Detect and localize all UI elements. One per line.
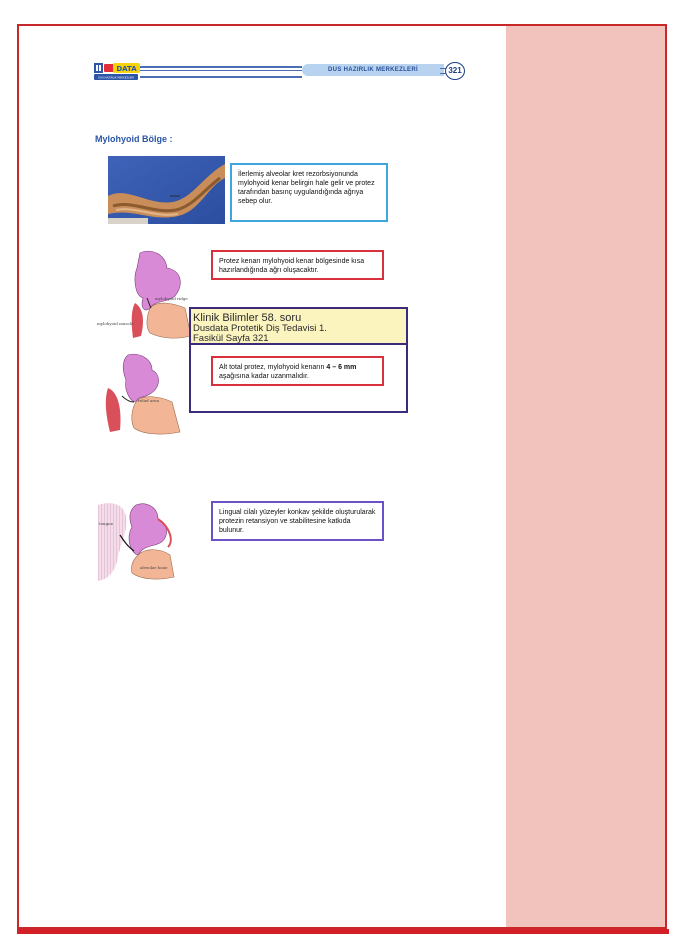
label-alveolar-bone: alveolar bone [140, 565, 168, 570]
note-extension-depth-post: aşağısına kadar uzanmalıdır. [219, 373, 309, 380]
label-mylohyoid-muscle: mylohyoid muscle [97, 321, 134, 326]
label-mylohyoid-ridge: mylohyoid ridge [155, 296, 188, 301]
diagram-lingual-surface [98, 497, 178, 582]
clinical-photo [108, 156, 225, 224]
header-banner: DUS HAZIRLIK MERKEZLERİ [302, 64, 444, 76]
diagram-mylohyoid-ridge [95, 248, 195, 343]
callout-header [191, 309, 406, 345]
logo-text: DATA [116, 65, 137, 73]
label-relief-area: relief area [138, 398, 160, 403]
diagram-relief-area [100, 350, 185, 435]
callout-question: Klinik Bilimler 58. soru [193, 312, 302, 324]
note-short-border [211, 250, 384, 280]
header-rule [140, 66, 302, 78]
dusdata-logo [93, 61, 141, 81]
note-extension-depth-pre: Alt total protez, mylohyoid kenarın [219, 364, 327, 371]
note-short-border-text: Protez kenarı mylohyoid kenar bölgesinde kısa hazırlandığında ağrı oluşacaktır. [219, 258, 365, 274]
note-extension-depth [211, 356, 384, 386]
logo-subtext: DUS HAZIRLIK MERKEZLERİ [98, 76, 134, 80]
note-alveolar-resorption [230, 163, 388, 222]
bottom-bar [17, 929, 669, 934]
label-tongue: tongue [99, 521, 114, 526]
section-title: Mylohyoid Bölge : [95, 134, 173, 144]
side-panel [506, 26, 665, 927]
note-alveolar-resorption-text: İlerlemiş alveolar kret rezorbsiyonunda mylohyoid kenar belirgin hale gelir ve protez tarafından basınç uygulandığında ağrıya sebep olur. [238, 171, 375, 205]
callout-page: Fasikül Sayfa 321 [193, 333, 269, 344]
callout-book: Dusdata Protetik Diş Tedavisi 1. [193, 323, 327, 334]
note-extension-depth-value: 4 – 6 mm [326, 364, 357, 371]
page-number: 321 [445, 62, 465, 80]
note-lingual-surface-text: Lingual cilalı yüzeyler konkav şekilde oluşturularak protezin retansiyon ve stabilitesine katkıda bulunur. [219, 509, 376, 534]
note-lingual-surface [211, 501, 384, 541]
